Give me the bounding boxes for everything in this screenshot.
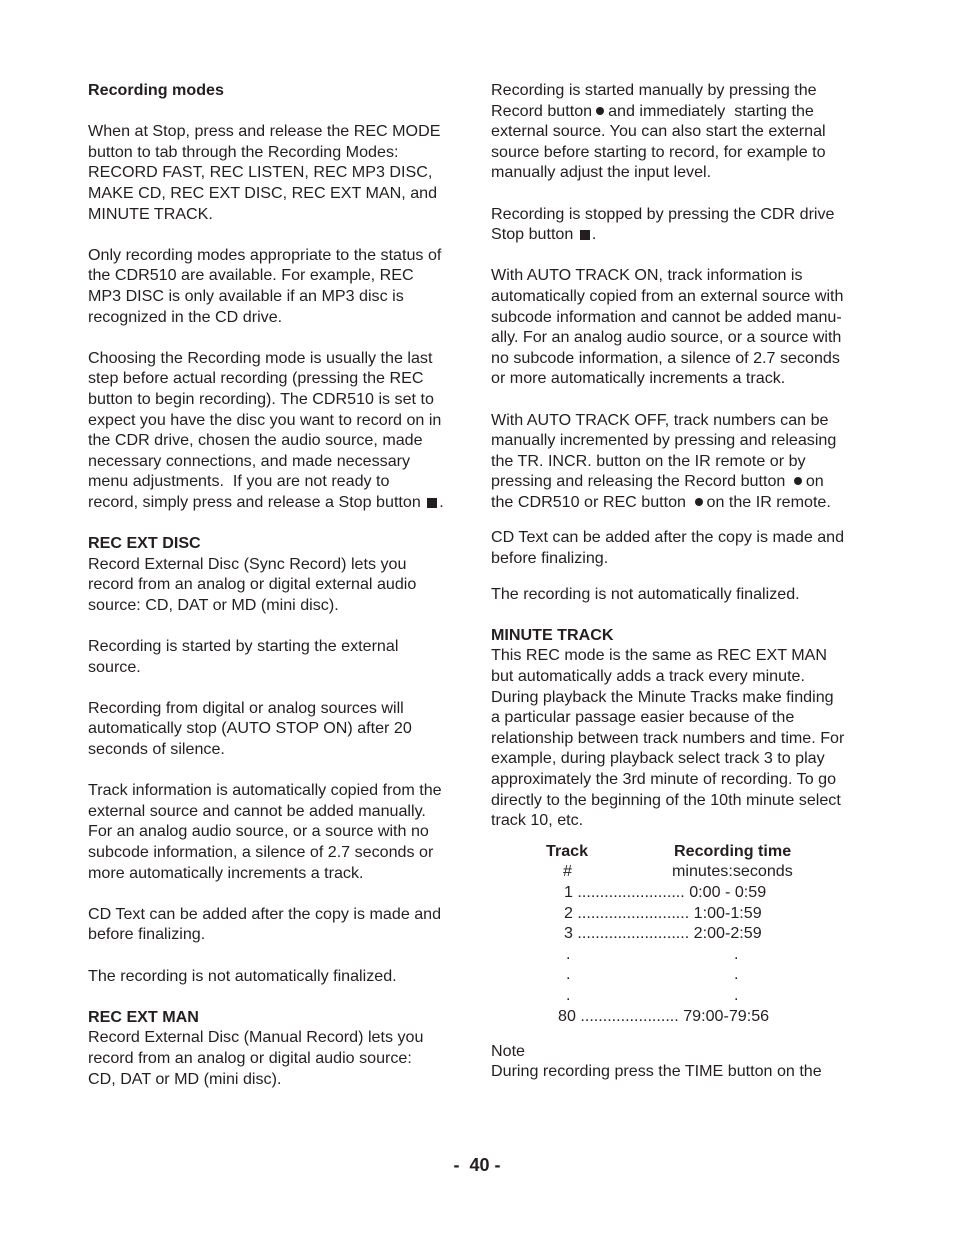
paragraph-rec-ext-disc xyxy=(88,554,468,616)
paragraph-stop-recording xyxy=(491,204,871,245)
paragraph-auto-track-off xyxy=(491,410,871,513)
text-line xyxy=(491,471,871,492)
stop-icon xyxy=(427,498,437,508)
text-line: automatically copied from an external source with xyxy=(491,286,844,305)
text-line: During playback the Minute Tracks make finding xyxy=(491,687,834,706)
text-segment: on the IR remote. xyxy=(706,492,831,511)
text-line: manually incremented by pressing and releasing xyxy=(491,431,837,450)
note-title: Note xyxy=(491,1041,525,1060)
text-line: expect you have the disc you want to record on in xyxy=(88,410,442,429)
text-line: subcode information and cannot be added manu- xyxy=(491,307,842,326)
table-header-time: Recording time xyxy=(674,841,792,860)
record-icon xyxy=(794,477,802,485)
text-line: subcode information, a silence of 2.7 seconds or xyxy=(88,842,434,861)
text-line: source before starting to record, for example to xyxy=(491,142,826,161)
left-column xyxy=(88,80,468,1089)
record-icon xyxy=(596,107,604,115)
text-line: Recording is stopped by pressing the CDR drive xyxy=(491,204,835,223)
text-line: directly to the beginning of the 10th minute select xyxy=(491,790,841,809)
heading-rec-ext-disc: REC EXT DISC xyxy=(88,534,201,553)
text-line: button to begin recording). The CDR510 is set to xyxy=(88,389,434,408)
table-subheader-track: # xyxy=(563,862,572,881)
text-line: necessary connections, and made necessary xyxy=(88,451,411,470)
heading-recording-modes: Recording modes xyxy=(88,81,224,99)
text-line: record from an analog or digital audio source: xyxy=(88,1048,412,1067)
table-row: 3 ......................... 2:00-2:59 xyxy=(564,924,762,943)
record-icon xyxy=(695,498,703,506)
text-segment: . xyxy=(591,225,597,244)
text-line: Recording from digital or analog sources will xyxy=(88,698,404,717)
paragraph-minute-track xyxy=(491,645,871,830)
paragraph-available-modes xyxy=(88,245,468,327)
text-line: before finalizing. xyxy=(491,549,609,568)
text-line: MAKE CD, REC EXT DISC, REC EXT MAN, and xyxy=(88,183,438,202)
text-line xyxy=(491,492,871,513)
text-line: or more automatically increments a track. xyxy=(491,369,786,388)
text-line: The recording is not automatically finalized. xyxy=(491,584,800,603)
text-line: MP3 DISC is only available if an MP3 disc is xyxy=(88,286,404,305)
paragraph-rec-ext-man xyxy=(88,1027,468,1089)
paragraph-rec-mode-intro xyxy=(88,121,468,224)
text-line: recognized in the CD drive. xyxy=(88,307,283,326)
text-line: source. xyxy=(88,657,141,676)
text-line: Only recording modes appropriate to the status of xyxy=(88,245,442,264)
paragraph-start-recording xyxy=(88,636,468,677)
text-line xyxy=(491,224,871,245)
text-segment: . xyxy=(439,492,444,511)
paragraph-auto-track-on xyxy=(491,265,871,389)
text-line xyxy=(88,492,468,513)
text-line: external source. You can also start the external xyxy=(491,122,826,141)
text-segment: the CDR510 or REC button xyxy=(491,492,687,511)
paragraph-cd-text xyxy=(88,904,468,945)
text-line: button to tab through the Recording Modes: xyxy=(88,142,399,161)
text-segment: record, simply press and release a Stop button xyxy=(88,492,421,511)
text-line: RECORD FAST, REC LISTEN, REC MP3 DISC, xyxy=(88,163,433,182)
text-line: automatically stop (AUTO STOP ON) after 20 xyxy=(88,719,412,738)
table-ellipsis: . xyxy=(566,985,571,1004)
paragraph-track-info xyxy=(88,780,468,883)
text-line: seconds of silence. xyxy=(88,740,225,758)
text-line: With AUTO TRACK OFF, track numbers can be xyxy=(491,410,829,429)
text-line: Track information is automatically copied from the xyxy=(88,781,442,800)
paragraph-not-finalized xyxy=(491,584,871,605)
text-line: relationship between track numbers and time. For xyxy=(491,728,845,747)
text-line: With AUTO TRACK ON, track information is xyxy=(491,266,803,285)
text-line: This REC mode is the same as REC EXT MAN xyxy=(491,646,827,665)
page-number: - 40 - xyxy=(453,1155,501,1175)
text-line: Record External Disc (Sync Record) lets you xyxy=(88,554,407,573)
text-segment: pressing and releasing the Record button xyxy=(491,472,786,491)
text-line: For an analog audio source, or a source with no xyxy=(88,822,429,841)
paragraph-not-finalized xyxy=(88,966,468,987)
heading-rec-ext-man: REC EXT MAN xyxy=(88,1007,199,1026)
table-ellipsis: . xyxy=(734,985,739,1004)
text-line: more automatically increments a track. xyxy=(88,863,364,882)
right-column xyxy=(491,80,871,1082)
text-line: approximately the 3rd minute of recording. To go xyxy=(491,770,837,788)
table-ellipsis: . xyxy=(566,944,571,963)
text-line: but automatically adds a track every minute. xyxy=(491,667,805,686)
text-segment: Record button xyxy=(491,101,593,120)
text-line: CD Text can be added after the copy is made and xyxy=(491,528,845,547)
table-subheader-time: minutes:seconds xyxy=(672,862,793,881)
text-line: the CDR drive, chosen the audio source, made xyxy=(88,431,423,450)
stop-icon xyxy=(580,230,590,240)
text-line: record from an analog or digital external audio xyxy=(88,575,417,594)
paragraph-manual-start xyxy=(491,80,871,183)
text-line: ally. For an analog audio source, or a source with xyxy=(491,328,842,347)
text-segment: on xyxy=(805,472,824,491)
text-line: The recording is not automatically finalized. xyxy=(88,966,397,985)
heading-minute-track: MINUTE TRACK xyxy=(491,625,614,644)
text-line: When at Stop, press and release the REC MODE xyxy=(88,122,441,141)
text-line: MINUTE TRACK. xyxy=(88,204,213,223)
table-row: 80 ...................... 79:00-79:56 xyxy=(558,1006,770,1025)
note-text: During recording press the TIME button on the xyxy=(491,1062,822,1081)
text-segment: and immediately starting the xyxy=(608,101,814,120)
text-line: menu adjustments. If you are not ready to xyxy=(88,472,390,491)
text-line: CD Text can be added after the copy is made and xyxy=(88,904,442,923)
text-line: track 10, etc. xyxy=(491,811,584,830)
table-row: 1 ........................ 0:00 - 0:59 xyxy=(564,882,767,901)
table-row: 2 ......................... 1:00-1:59 xyxy=(564,903,762,922)
text-line: step before actual recording (pressing the REC xyxy=(88,369,424,388)
text-line: no subcode information, a silence of 2.7 seconds xyxy=(491,348,840,367)
text-line: before finalizing. xyxy=(88,925,206,944)
text-line: the TR. INCR. button on the IR remote or by xyxy=(491,451,806,470)
track-time-table xyxy=(491,841,871,1026)
text-line: Recording is started manually by pressing the xyxy=(491,81,817,99)
text-segment: Stop button xyxy=(491,225,574,244)
text-line: Record External Disc (Manual Record) lets you xyxy=(88,1028,424,1047)
paragraph-auto-stop xyxy=(88,698,468,760)
text-line: a particular passage easier because of the xyxy=(491,708,795,727)
text-line: Choosing the Recording mode is usually the last xyxy=(88,348,433,367)
table-ellipsis: . xyxy=(734,944,739,963)
table-header-track: Track xyxy=(546,841,589,860)
text-line: the CDR510 are available. For example, REC xyxy=(88,266,414,285)
paragraph-cd-text xyxy=(491,527,871,568)
text-line: external source and cannot be added manually. xyxy=(88,801,426,820)
text-line: CD, DAT or MD (mini disc). xyxy=(88,1069,282,1088)
text-line xyxy=(491,101,871,122)
text-line: example, during playback select track 3 to play xyxy=(491,749,825,768)
table-ellipsis: . xyxy=(734,965,739,984)
table-ellipsis: . xyxy=(566,965,571,984)
paragraph-choosing-mode xyxy=(88,348,468,513)
text-line: manually adjust the input level. xyxy=(491,163,712,182)
text-line: Recording is started by starting the external xyxy=(88,637,399,656)
text-line: source: CD, DAT or MD (mini disc). xyxy=(88,595,339,614)
